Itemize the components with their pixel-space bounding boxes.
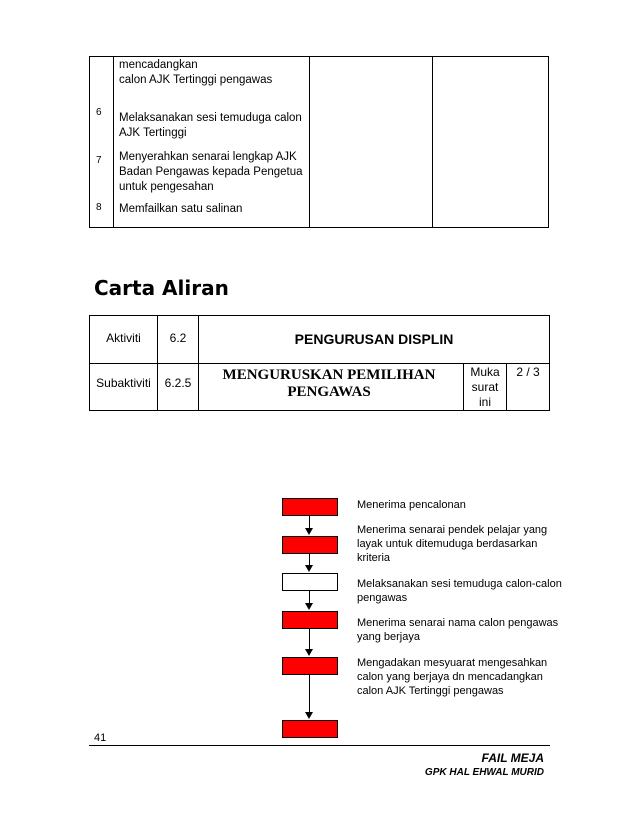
flow-box [282, 657, 338, 675]
flow-step-text: Menerima senarai pendek pelajar yang layak untuk ditemuduga berdasarkan kriteria [357, 524, 548, 564]
flow-box [282, 536, 338, 554]
procedure-step-text: Menyerahkan senarai lengkap AJK Badan Pengawas kepada Pengetua untuk pengesahan [119, 151, 303, 193]
procedure-step-text: Memfailkan satu salinan [119, 203, 243, 215]
flow-step-text: Menerima pencalonan [357, 499, 466, 511]
flow-box [282, 573, 338, 591]
flow-box [282, 720, 338, 738]
procedure-step-number: 8 [96, 202, 102, 213]
flow-box [282, 498, 338, 516]
flow-step-text: Menerima senarai nama calon pengawas yang berjaya [357, 617, 559, 643]
flow-step-text: Mengadakan mesyuarat mengesahkan calon yang berjaya dn mencadangkan calon AJK Tertinggi pengawas [357, 657, 548, 697]
muka-surat-label: Muka surat ini [470, 365, 500, 409]
flow-connector [309, 675, 310, 712]
flow-connector [309, 554, 310, 565]
arrow-down-icon [305, 649, 313, 656]
aktiviti-title: PENGURUSAN DISPLIN [294, 331, 454, 347]
page-number: 41 [94, 732, 107, 744]
aktiviti-code: 6.2 [169, 331, 187, 345]
arrow-down-icon [305, 603, 313, 610]
activity-info-table [89, 315, 550, 411]
arrow-down-icon [305, 565, 313, 572]
subaktiviti-title: MENGURUSKAN PEMILIHAN PENGAWAS [222, 367, 436, 400]
flow-box [282, 611, 338, 629]
procedure-step-text: Melaksanakan sesi temuduga calon AJK Tertinggi [119, 112, 302, 139]
arrow-down-icon [305, 528, 313, 535]
department-label: GPK HAL EHWAL MURID [424, 767, 544, 778]
flow-connector [309, 591, 310, 603]
flow-step-text: Melaksanakan sesi temuduga calon-calon pengawas [357, 578, 562, 604]
flow-connector [309, 516, 310, 528]
footer-divider [89, 745, 550, 746]
subaktiviti-code: 6.2.5 [164, 376, 192, 390]
flow-connector [309, 629, 310, 649]
arrow-down-icon [305, 712, 313, 719]
section-title: Carta Aliran [94, 276, 229, 300]
page-of: 2 / 3 [516, 365, 540, 379]
file-label: FAIL MEJA [481, 751, 544, 765]
procedure-step-number: 7 [96, 155, 102, 166]
table-divider [113, 57, 114, 227]
aktiviti-label: Aktiviti [106, 331, 141, 345]
subaktiviti-label: Subaktiviti [96, 376, 151, 390]
procedure-step-number: 6 [96, 107, 102, 118]
procedure-step-text: mencadangkan calon AJK Tertinggi pengawas [119, 59, 273, 86]
table-divider [432, 57, 433, 227]
table-divider [90, 363, 549, 364]
procedure-table [89, 56, 549, 228]
